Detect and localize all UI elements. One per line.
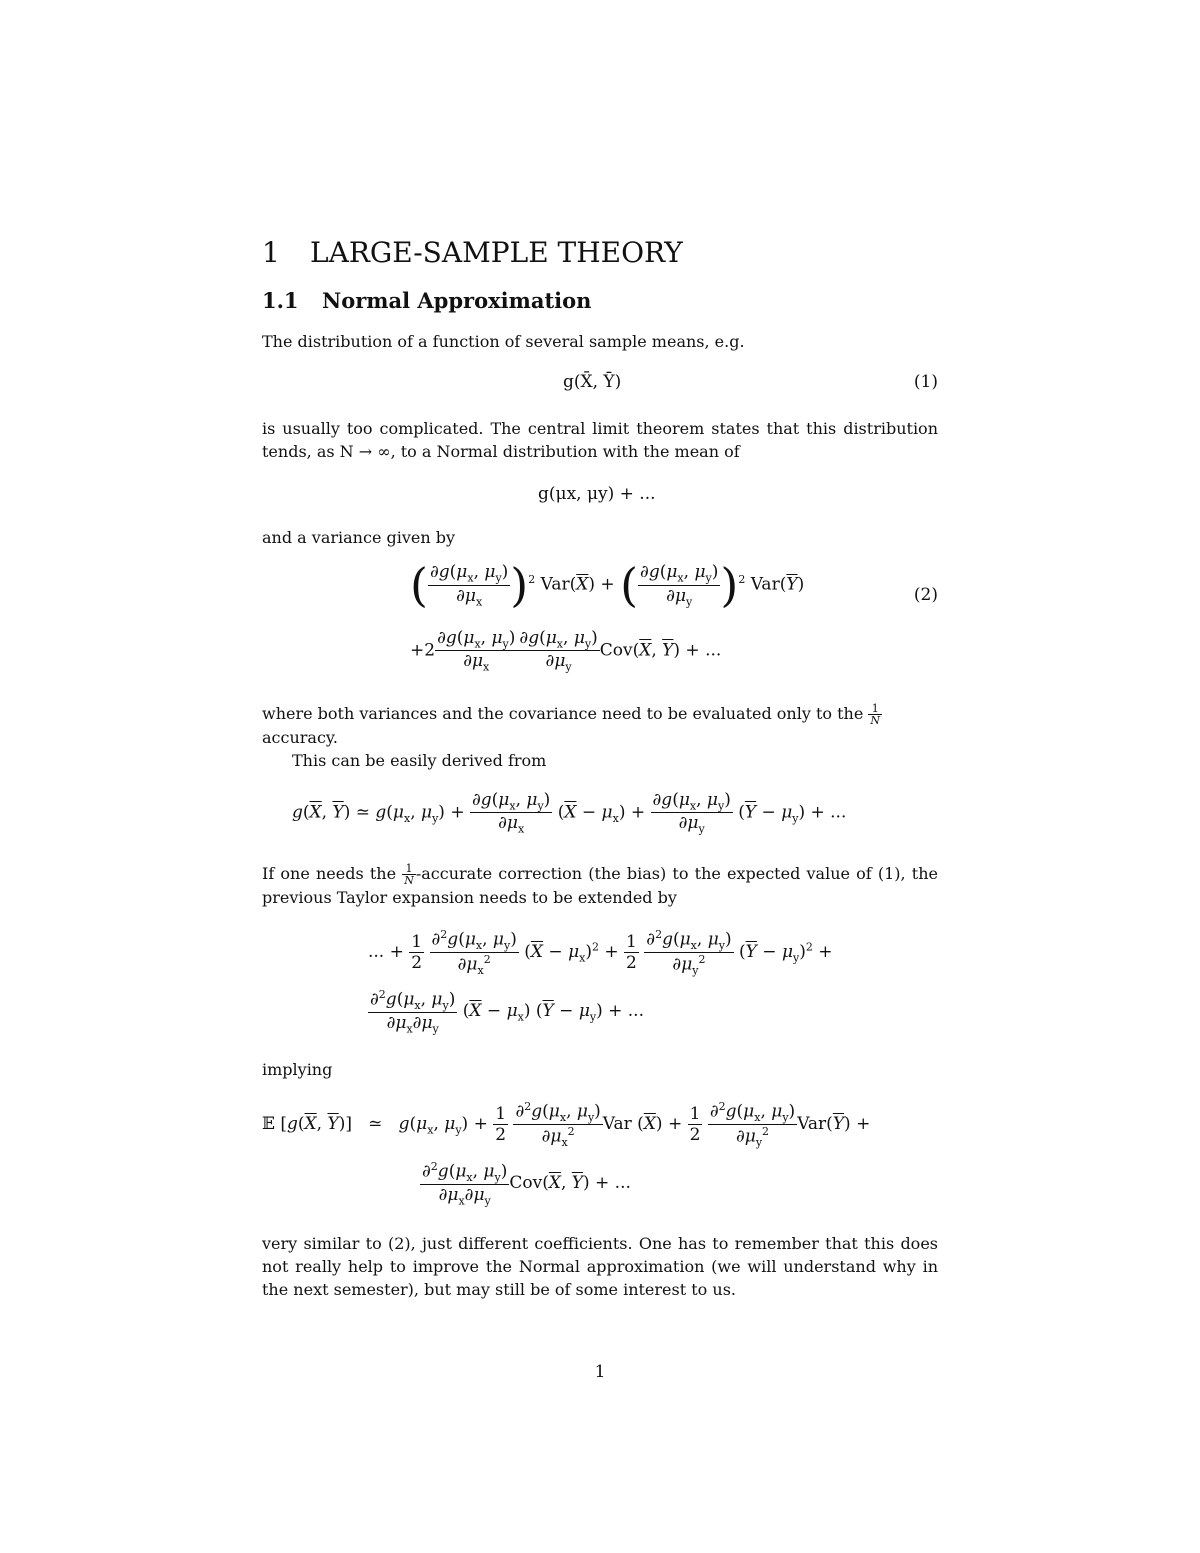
equation-1: g(X̄, Ȳ) xyxy=(563,372,622,392)
paragraph-bias-start: If one needs the xyxy=(262,864,397,883)
equation-1-label: (1) xyxy=(913,372,938,392)
equation-2-line-1: ( $\frac{\partial g(\mu_x, \mu_y)}{\partial\mu_x}$ )$^2$ $Var(\overline{X})$ + ( $\frac{\partial g(\mu_x, \mu_y)}{\partial\mu_y}$ )$^2$ $Var(\overline{Y})$ xyxy=(410,558,805,612)
paragraph-accuracy-text: where both variances and the covariance need to be evaluated only to the xyxy=(262,704,864,723)
equation-2-line-2: +2 $\frac{\partial g(\mu_x, \mu_y)}{\partial\mu_x}$ $\frac{\partial g(\mu_x, \mu_y)}{\partial\mu_y}$ $Cov(\overline{X}$, $\overline{Y}$) + ... xyxy=(410,628,722,674)
subsection-title: Normal Approximation xyxy=(322,288,592,313)
section-heading xyxy=(262,236,683,269)
paragraph-intro: The distribution of a function of several sample means, e.g. xyxy=(262,332,745,351)
subsection-number: 1.1 xyxy=(262,288,299,313)
paragraph-derived: This can be easily derived from xyxy=(292,751,547,770)
page-number: 1 xyxy=(594,1362,606,1382)
paragraph-accuracy: where both variances and the covariance need to be evaluated only to the $\frac{1}{N}$ accuracy. xyxy=(262,702,881,747)
paragraph-implying: implying xyxy=(262,1060,333,1079)
section-title: LARGE-SAMPLE THEORY xyxy=(310,236,683,269)
paragraph-bias-rest: -accurate correction (the bias) to the expected value of (1), the previous Taylor expansion needs to be extended by xyxy=(262,864,938,907)
equation-expectation-line-2: $\frac{\partial^2g(\mu_x, \mu_y)}{\partial\mu_x\partial\mu_y}$ $Cov(\overline{X}$, $\overline{Y}$) + ... xyxy=(422,1160,631,1208)
equation-expectation-line-1: 𝔼 [$g(\overline{X}$, $\overline{Y}$)] ≃ $g(\mu_x$, $\mu_y$) + $\frac{1}{2}$ $\frac{\partial^2g(\mu_x, \mu_y)}{\partial\mu_x^2}$ Var $(\overline{X})$ + $\frac{1}{2}$ $\frac{\partial^2g(\mu_x, \mu_y)}{\partial\mu_y^2}$ $Var(\overline{Y})$ + xyxy=(262,1100,871,1150)
equation-second-order-line-2: $\frac{\partial^2g(\mu_x, \mu_y)}{\partial\mu_x\partial\mu_y}$ $(\overline{X} - \mu_x) (\overline{Y} - \mu_y)$ + ... xyxy=(370,988,644,1036)
equation-second-order-line-1: ... + $\frac{1}{2}$ $\frac{\partial^2g(\mu_x, \mu_y)}{\partial\mu_x^2}$ $(\overline{X} - \mu_x)^2$ + $\frac{1}{2}$ $\frac{\partial^2g(\mu_x, \mu_y)}{\partial\mu_y^2}$ $(\overline{Y} - \mu_y)^2$ + xyxy=(368,928,833,978)
section-number: 1 xyxy=(262,236,280,269)
paragraph-variance-intro: and a variance given by xyxy=(262,528,456,547)
paragraph-clt: is usually too complicated. The central limit theorem states that this distribution tends, as N → ∞, to a Normal distribution with the mean of xyxy=(262,419,938,461)
subsection-heading xyxy=(262,288,591,313)
paragraph-accuracy-end: accuracy. xyxy=(262,728,338,747)
paragraph-conclusion: very similar to (2), just different coefficients. One has to remember that this does not really help to improve the Normal approximation (we will understand why in the next semester), but may still be of some interest to us. xyxy=(262,1234,938,1299)
equation-mean: g(μx, μy) + ... xyxy=(538,484,656,504)
equation-2-label: (2) xyxy=(913,585,938,605)
equation-taylor: $g(\overline{X}$, $\overline{Y}$) ≃ $g(\mu_x$, $\mu_y$) + $\frac{\partial g(\mu_x, \mu_y)}{\partial\mu_x}$ $(\overline{X} - \mu_x)$ + $\frac{\partial g(\mu_x, \mu_y)}{\partial\mu_y}$ $(\overline{Y} - \mu_y)$ + ... xyxy=(292,790,847,836)
paragraph-bias: If one needs the $\frac{1}{N}$ -accurate correction (the bias) to the expected value of (1), the previous Taylor expansion needs to be extended by xyxy=(262,862,938,907)
